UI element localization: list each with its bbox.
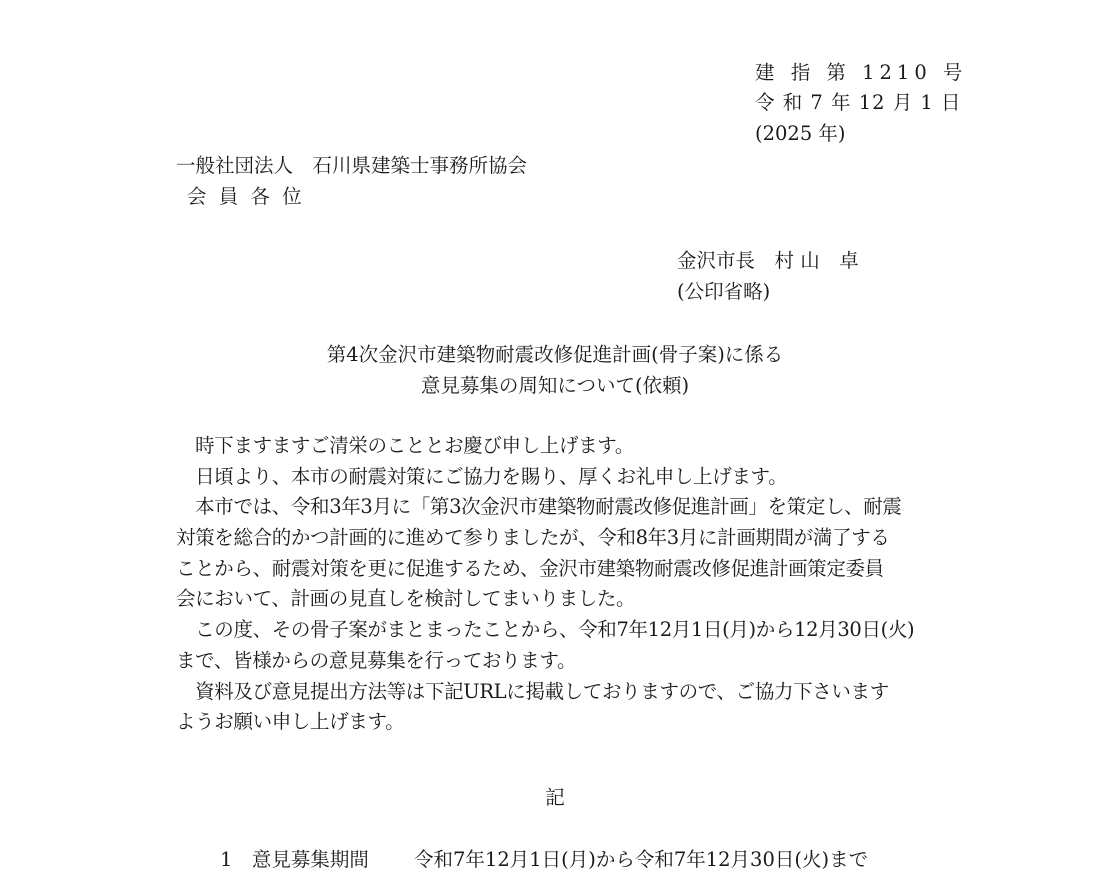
body-line: 時下ますますご清栄のこととお慶び申し上げます。: [176, 434, 635, 457]
seal-note: (公印省略): [677, 280, 771, 303]
body-line: ことから、耐震対策を更に促進するため、金沢市建築物耐震改修促進計画策定委員: [176, 556, 884, 580]
body-line: 資料及び意見提出方法等は下記URLに掲載しておりますので、ご協力下さいます: [176, 679, 889, 703]
document-title-line2: 意見募集の周知について(依頼): [420, 374, 690, 397]
recipient-members: 会 員 各 位: [187, 185, 305, 208]
body-text: [176, 431, 946, 738]
document-title-line1: 第4次金沢市建築物耐震改修促進計画(骨子案)に係る: [326, 343, 784, 366]
recipient-organization: 一般社団法人 石川県建築士事務所協会: [176, 154, 528, 177]
body-line: 対策を総合的かつ計画的に進めて参りましたが、令和8年3月に計画期間が満了する: [176, 526, 890, 550]
body-line: この度、その骨子案がまとまったことから、令和7年12月1日(月)から12月30日(火): [176, 618, 915, 642]
document-date: 令 和 7 年 12 月 1 日: [755, 91, 962, 114]
note-item-label: 1 意見募集期間: [220, 848, 369, 871]
body-line: 会において、計画の見直しを検討してまいりました。: [176, 587, 636, 611]
note-item-value: 令和7年12月1日(月)から令和7年12月30日(火)まで: [414, 848, 869, 871]
body-line: 本市では、令和3年3月に「第3次金沢市建築物耐震改修促進計画」を策定し、耐震: [176, 495, 902, 519]
document-number: 建 指 第 1210 号: [755, 61, 968, 84]
note-heading: 記: [545, 786, 565, 809]
body-line: まで、皆様からの意見募集を行っております。: [176, 648, 577, 672]
sender-name: 金沢市長 村 山 卓: [677, 249, 859, 272]
document-date-western: (2025 年): [755, 122, 846, 145]
body-line: 日頃より、本市の耐震対策にご協力を賜り、厚くお礼申し上げます。: [176, 464, 788, 488]
body-line: ようお願い申し上げます。: [176, 710, 405, 734]
